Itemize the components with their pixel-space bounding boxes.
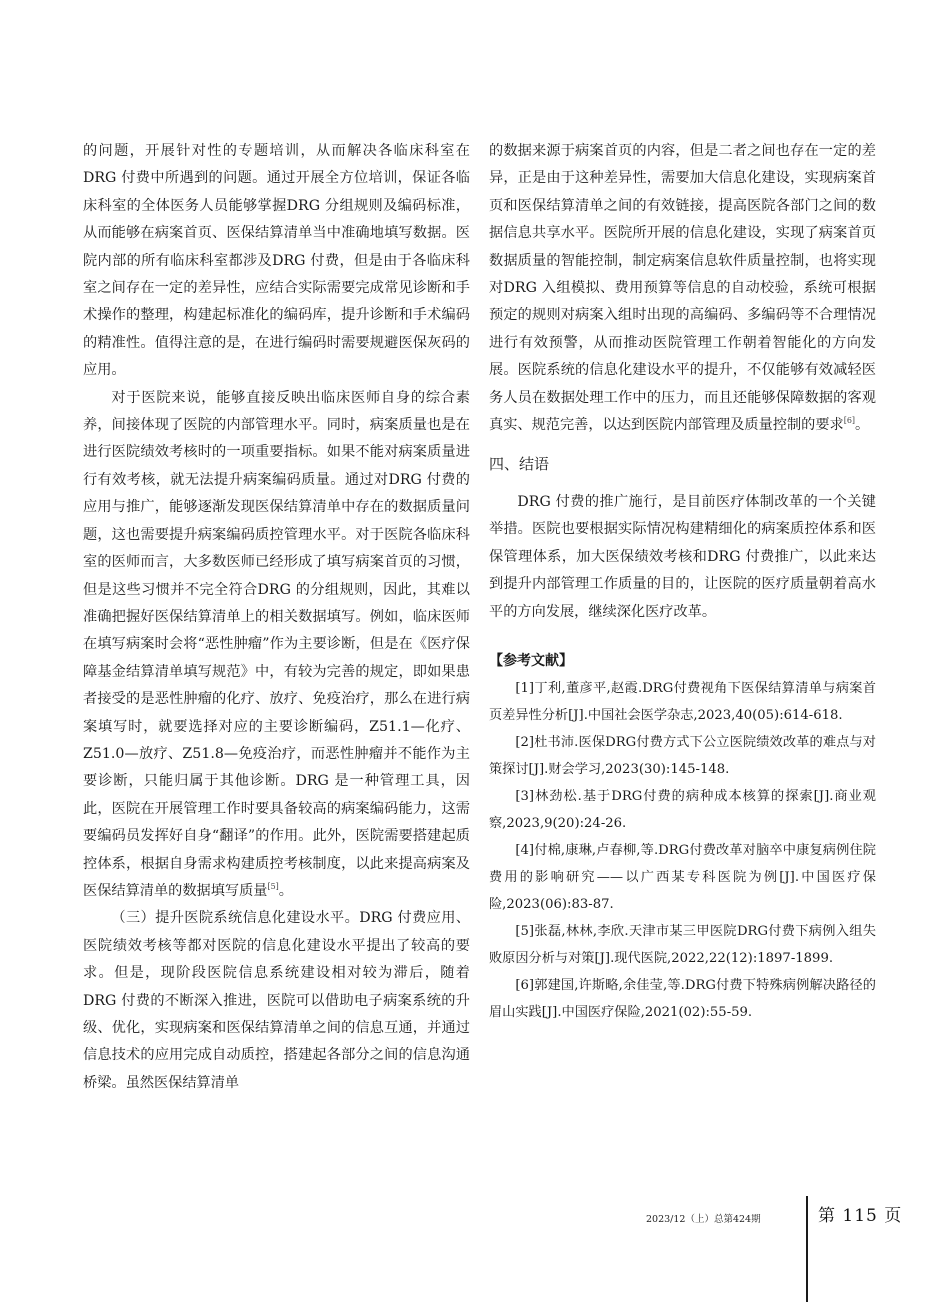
reference-item: [3]林劲松.基于DRG付费的病种成本核算的探索[J].商业观察,2023,9(20):24-26. [489,789,876,832]
paragraph-end: 。 [855,417,870,434]
body-paragraph [83,385,470,906]
references-title: 【参考文献】 [489,652,573,669]
body-paragraph [489,138,876,439]
right-column [489,138,876,1026]
paragraph-end: 。 [278,882,293,899]
section-heading: 四、结语 [489,455,550,474]
left-column [83,138,470,1097]
reference-item: [1]丁利,董彦平,赵霞.DRG付费视角下医保结算清单与病案首页差异性分析[J].中国社会医学杂志,2023,40(05):614-618. [489,681,876,724]
body-paragraph: 的问题，开展针对性的专题培训，从而解决各临床科室在DRG 付费中所遇到的问题。通过开展全方位培训，保证各临床科室的全体医务人员能够掌握DRG 分组规则及编码标准，从而能够在病案首页、医保结算清单当中准确地填写数据。医院内部的所有临床科室都涉及DRG 付费，但是由于各临床科室之间存在一定的差异性，应结合实际需要完成常见诊断和手术操作的整理，构建起标准化的编码库，提升诊断和手术编码的精准性。值得注意的是，在进行编码时需要规避医保灰码的应用。 [83,143,470,379]
page-number: 第 115 页 [818,1206,903,1226]
reference-item: [2]杜书沛.医保DRG付费方式下公立医院绩效改革的难点与对策探讨[J].财会学习,2023(30):145-148. [489,735,876,778]
body-paragraph: DRG 付费的推广施行，是目前医疗体制改革的一个关键举措。医院也要根据实际情况构建精细化的病案质控体系和医保管理体系，加大医保绩效考核和DRG 付费推广，以此来达到提升内部管理工作质量的目的，让医院的医疗质量朝着高水平的方向发展，继续深化医疗改革。 [489,493,876,620]
reference-item: [4]付棉,康琳,卢春柳,等.DRG付费改革对脑卒中康复病例住院费用的影响研究——以广西某专科医院为例[J].中国医疗保险,2023(06):83-87. [489,843,876,913]
reference-item: [6]郭建国,许斯略,余佳莹,等.DRG付费下特殊病例解决路径的眉山实践[J].中国医疗保险,2021(02):55-59. [489,978,876,1021]
paragraph-text: 的数据来源于病案首页的内容，但是二者之间也存在一定的差异，正是由于这种差异性，需要加大信息化建设，实现病案首页和医保结算清单之间的有效链接，提高医院各部门之间的数据信息共享水平。医院所开展的信息化建设，实现了病案首页数据质量的智能控制，制定病案信息软件质量控制，也将实现对DRG 入组模拟、费用预算等信息的自动校验，系统可根据预定的规则对病案入组时出现的高编码、多编码等不合理情况进行有效预警，从而推动医院管理工作朝着智能化的方向发展。医院系统的信息化建设水平的提升，不仅能够有效减轻医务人员在数据处理工作中的压力，而且还能够保障数据的客观真实、规范完善，以达到医院内部管理及质量控制的要求 [489,143,876,434]
citation-mark: [5] [267,881,279,891]
body-paragraph: （三）提升医院系统信息化建设水平。DRG 付费应用、医院绩效考核等都对医院的信息化建设水平提出了较高的要求。但是，现阶段医院信息系统建设相对较为滞后，随着DRG 付费的不断深入推进，医院可以借助电子病案系统的升级、优化，实现病案和医保结算清单之间的信息互通，并通过信息技术的应用完成自动质控，搭建起各部分之间的信息沟通桥梁。虽然医保结算清单 [83,910,470,1091]
citation-mark: [6] [843,416,856,426]
reference-item: [5]张磊,林林,李欣.天津市某三甲医院DRG付费下病例入组失败原因分析与对策[J].现代医院,2022,22(12):1897-1899. [489,924,876,967]
footer-divider [806,1196,808,1302]
paragraph-text: 对于医院来说，能够直接反映出临床医师自身的综合素养，间接体现了医院的内部管理水平。同时，病案质量也是在进行医院绩效考核时的一项重要指标。如果不能对病案质量进行有效考核，就无法提升病案编码质量。通过对DRG 付费的应用与推广，能够逐渐发现医保结算清单中存在的数据质量问题，这也需要提升病案编码质控管理水平。对于医院各临床科室的医师而言，大多数医师已经形成了填写病案首页的习惯，但是这些习惯并不完全符合DRG 的分组规则，因此，其难以准确把握好医保结算清单上的相关数据填写。例如，临床医师在填写病案时会将“恶性肿瘤”作为主要诊断，但是在《医疗保障基金结算清单填写规范》中，有较为完善的规定，即如果患者接受的是恶性肿瘤的化疗、放疗、免疫治疗，那么在进行病案填写时，就要选择对应的主要诊断编码，Z51.1—化疗、Z51.0—放疗、Z51.8—免疫治疗，而恶性肿瘤并不能作为主要诊断，只能归属于其他诊断。DRG 是一种管理工具，因此，医院在开展管理工作时要具备较高的病案编码能力，这需要编码员发挥好自身“翻译”的作用。此外，医院需要搭建起质控体系，根据自身需求构建质控考核制度，以此来提高病案及医保结算清单的数据填写质量 [83,389,470,899]
issue-info: 2023/12（上）总第424期 [646,1214,761,1225]
